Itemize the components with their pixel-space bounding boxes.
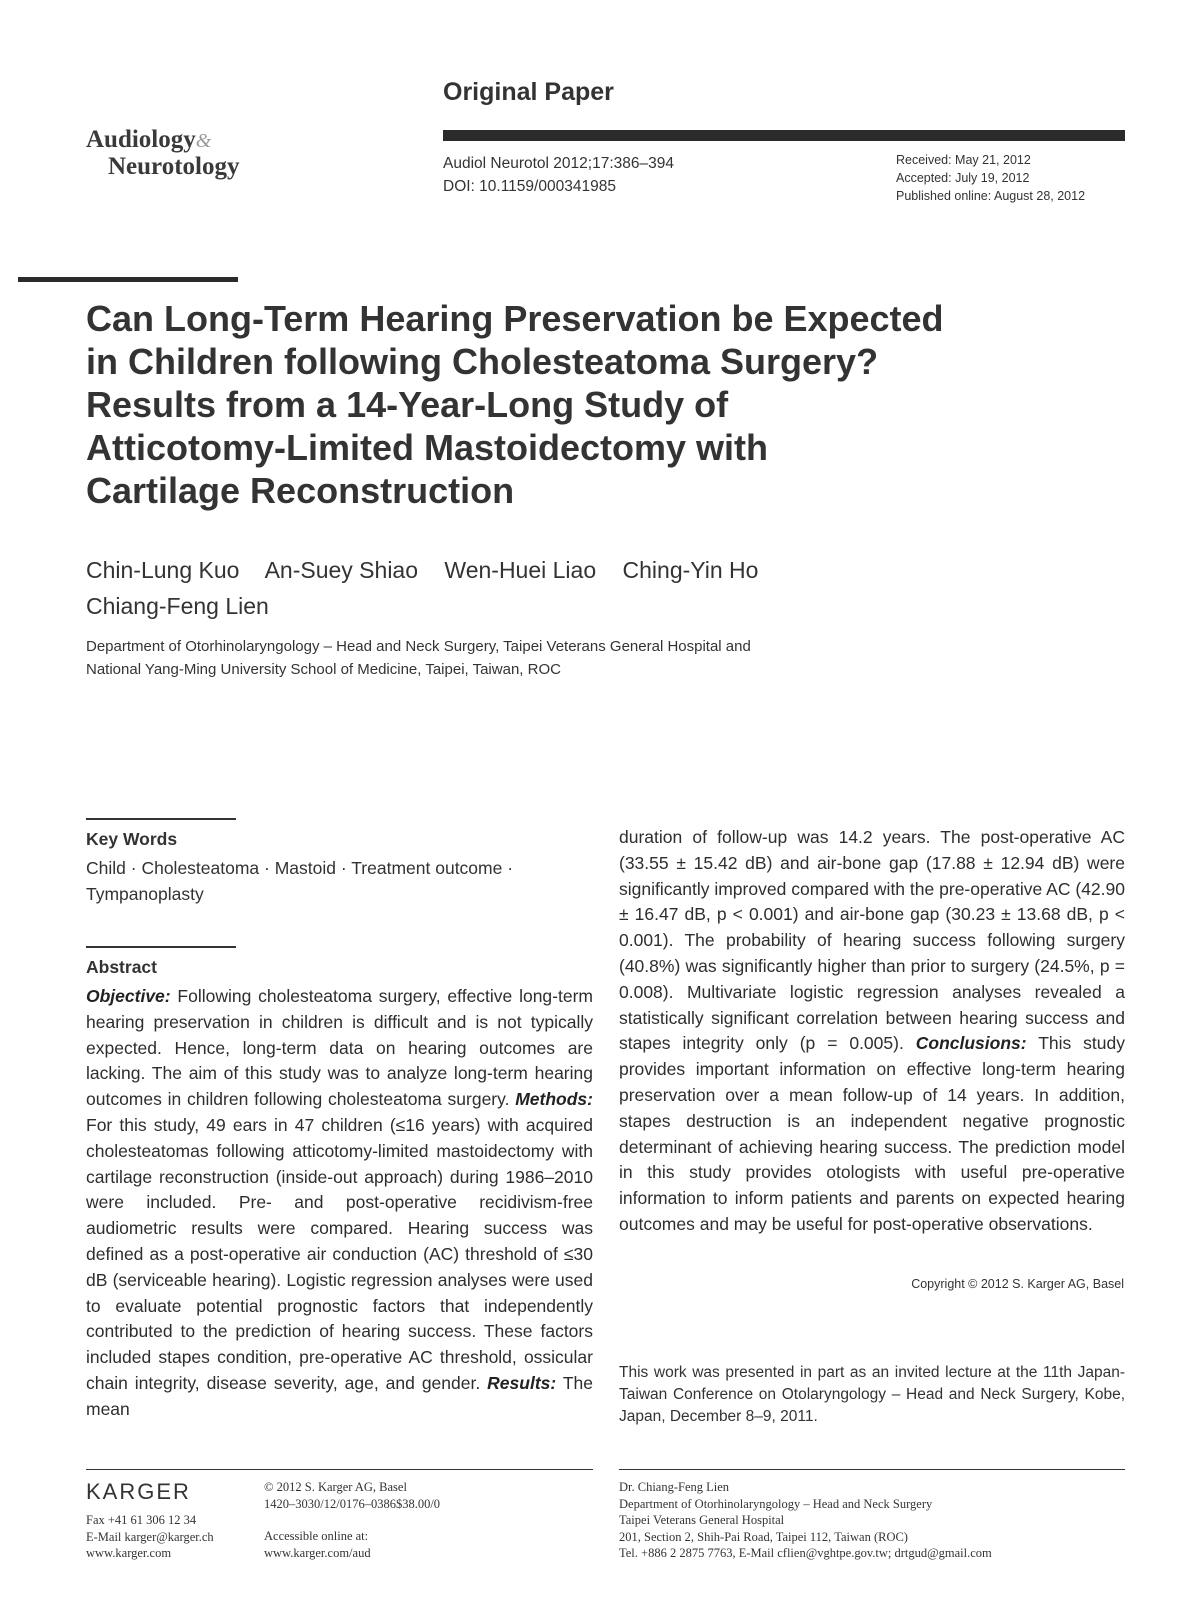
abstract-heading: Abstract [86, 957, 157, 977]
keyword: Child [86, 858, 126, 878]
footer-issn-line: 1420–3030/12/0176–0386$38.00/0 [264, 1496, 441, 1511]
objective-text: Following cholesteatoma surgery, effective long-term hearing preservation in children is difficult and is not typically expected. Hence, long-term data on hearing outcomes are lacking. The aim of this study was to analyze long-term hearing outcomes in children following cholesteatoma surgery. [86, 986, 593, 1110]
access-label: Accessible online at: [264, 1529, 369, 1543]
conclusions-text: This study provides important information on effective long-term hearing preservation over a mean follow-up of 14 years. In addition, stapes destruction is an independent negative prognostic determinant of achieving hearing success. The prediction model in this study provides otologists with useful pre-operative information to inform patients and parents on expected hearing outcomes and may be useful for post-operative observations. [619, 1033, 1126, 1234]
keyword: Mastoid [274, 858, 337, 878]
footer-copyright [264, 1479, 440, 1512]
correspondence-block [619, 1479, 1125, 1562]
affiliation-line: National Yang-Ming University School of Medicine, Taipei, Taiwan, ROC [86, 661, 561, 678]
keyword: Tympanoplasty [86, 884, 204, 904]
footer-copyright-line: © 2012 S. Karger AG, Basel [264, 1480, 407, 1494]
author-name: Chin-Lung Kuo [86, 557, 240, 583]
author-name: Chiang-Feng Lien [86, 593, 269, 619]
affiliation [86, 635, 886, 681]
dates-block [896, 151, 1128, 205]
results-label: Results: [487, 1372, 557, 1393]
footer-rule-right [619, 1469, 1125, 1470]
author-name: Wen-Huei Liao [444, 557, 597, 583]
author-list [86, 552, 806, 624]
journal-ampersand: & [195, 130, 212, 152]
publisher-fax: Fax +41 61 306 12 34 [86, 1513, 197, 1527]
title-line: Results from a 14-Year-Long Study of [86, 384, 729, 425]
header-rule [443, 130, 1125, 141]
corr-name: Dr. Chiang-Feng Lien [619, 1480, 730, 1494]
keyword: Cholesteatoma [141, 858, 260, 878]
title-line: in Children following Cholesteatoma Surgery? [86, 341, 879, 382]
publisher-website[interactable]: www.karger.com [86, 1546, 172, 1560]
keyword: Treatment outcome [351, 858, 503, 878]
received-date: Received: May 21, 2012 [896, 153, 1031, 167]
title-line: Atticotomy-Limited Mastoidectomy with [86, 427, 769, 468]
publisher-logo: KARGER [86, 1479, 191, 1504]
journal-name-line2: Neurotology [108, 153, 240, 180]
title-line: Cartilage Reconstruction [86, 470, 515, 511]
citation-block [443, 152, 674, 198]
results-text-start: The mean [86, 1372, 594, 1419]
footer-access [264, 1528, 371, 1561]
keywords-heading: Key Words [86, 829, 178, 849]
abstract-column-right [619, 825, 1125, 1238]
presentation-footnote: This work was presented in part as an invited lecture at the 11th Japan-Taiwan Conference on Otolaryngology – Head and Neck Surgery, Kobe, Japan, December 8–9, 2011. [619, 1364, 1125, 1425]
abstract-rule [86, 946, 236, 948]
author-name: An-Suey Shiao [264, 557, 419, 583]
paper-type-label: Original Paper [443, 78, 614, 106]
author-name: Ching-Yin Ho [622, 557, 759, 583]
corr-hospital: Taipei Veterans General Hospital [619, 1513, 785, 1527]
keywords-list: Child · Cholesteatoma · Mastoid · Treatment outcome · Tympanoplasty [86, 858, 514, 904]
access-link[interactable]: www.karger.com/aud [264, 1545, 371, 1560]
results-text: duration of follow-up was 14.2 years. The post-operative AC (33.55 ± 15.42 dB) and air-bone gap (17.88 ± 12.94 dB) were significantly improved compared with the pre-operative AC (42.90 ± 16.47 dB, p < 0.001) and air-bone gap (30.23 ± 13.68 dB, p < 0.001). The probability of hearing success following surgery (40.8%) was significantly higher than prior to surgery (24.5%, p = 0.008). Multivariate logistic regression analyses revealed a statistically significant correlation between hearing success and stapes integrity only (p = 0.005). [619, 827, 1125, 1054]
conclusions-label: Conclusions: [915, 1033, 1027, 1054]
corr-contact[interactable]: Tel. +886 2 2875 7763, E-Mail cflien@vghtpe.gov.tw; drtgud@gmail.com [619, 1546, 992, 1560]
title-rule [18, 277, 238, 282]
published-date: Published online: August 28, 2012 [896, 189, 1086, 203]
publisher-email[interactable]: E-Mail karger@karger.ch [86, 1529, 214, 1544]
journal-name-line1: Audiology [86, 126, 196, 153]
title-line: Can Long-Term Hearing Preservation be Expected [86, 298, 944, 339]
footer-rule-left [86, 1469, 593, 1470]
methods-label: Methods: [515, 1089, 593, 1110]
abstract-column-left [86, 984, 593, 1423]
keywords-rule [86, 818, 236, 820]
objective-label: Objective: [86, 986, 171, 1006]
affiliation-line: Department of Otorhinolaryngology – Head and Neck Surgery, Taipei Veterans General Hospital and [86, 638, 751, 655]
accepted-date: Accepted: July 19, 2012 [896, 171, 1030, 185]
corr-department: Department of Otorhinolaryngology – Head and Neck Surgery [619, 1496, 933, 1511]
publisher-contact [86, 1512, 214, 1562]
abstract-copyright: Copyright © 2012 S. Karger AG, Basel [911, 1277, 1124, 1291]
article-title [86, 297, 966, 512]
corr-address: 201, Section 2, Shih-Pai Road, Taipei 112, Taiwan (ROC) [619, 1529, 908, 1544]
journal-logo [86, 128, 239, 179]
doi[interactable]: DOI: 10.1159/000341985 [443, 178, 616, 195]
methods-text: For this study, 49 ears in 47 children (≤16 years) with acquired cholesteatomas following atticotomy-limited mastoidectomy with cartilage reconstruction (inside-out approach) during 1986–2010 were included. Pre- and post-operative recidivism-free audiometric results were compared. Hearing success was defined as a post-operative air conduction (AC) threshold of ≤30 dB (serviceable hearing). Logistic regression analyses were used to evaluate potential prognostic factors that independently contributed to the prediction of hearing success. These factors included stapes condition, pre-operative AC threshold, ossicular chain integrity, disease severity, age, and gender. [86, 1114, 593, 1393]
citation: Audiol Neurotol 2012;17:386–394 [443, 155, 674, 172]
